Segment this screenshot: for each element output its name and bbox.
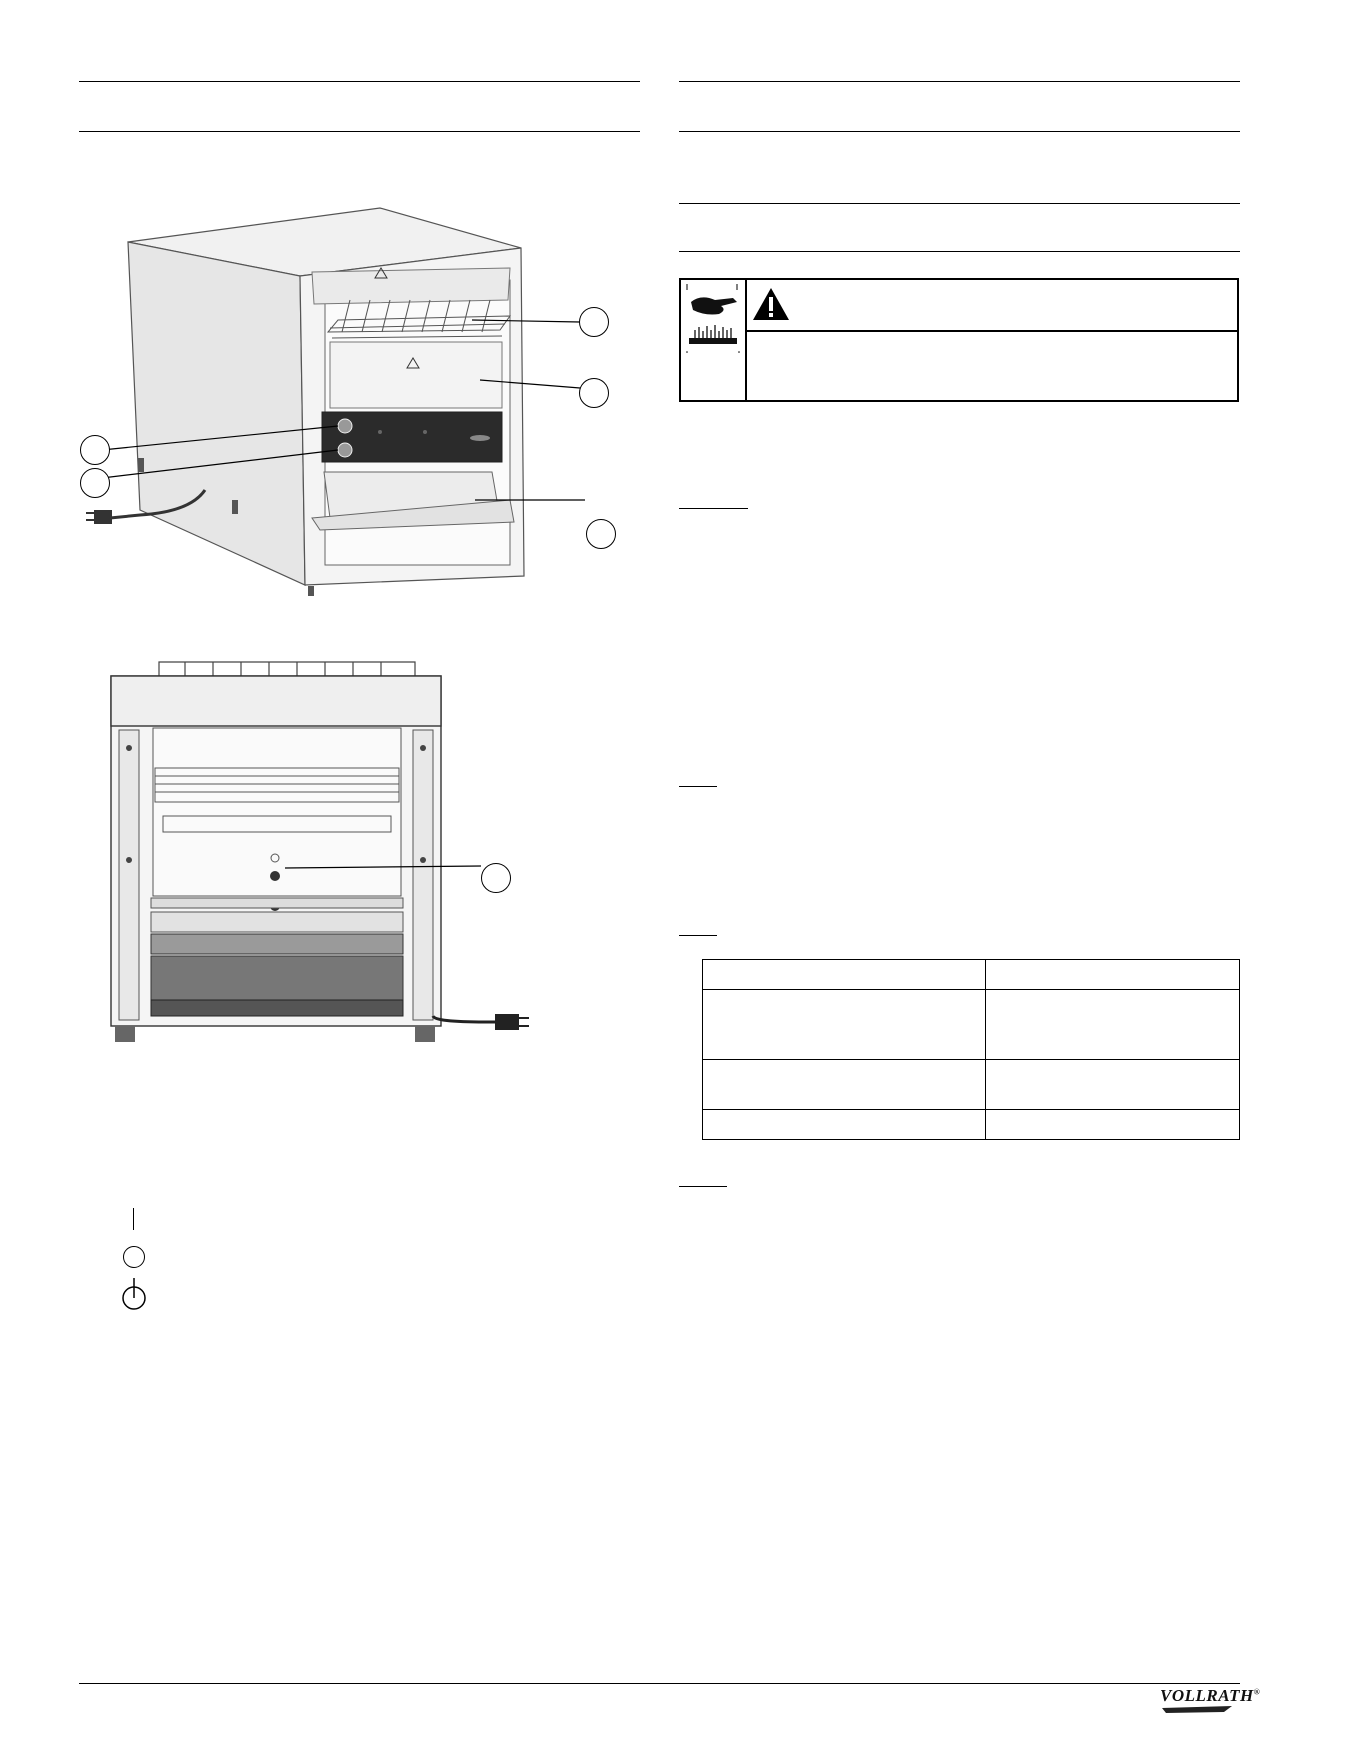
table-cell <box>703 1060 986 1110</box>
right-header-rule-2 <box>679 131 1240 132</box>
table-cell <box>703 990 986 1060</box>
left-header-rule-bottom <box>79 131 640 132</box>
table-cell <box>703 1110 986 1140</box>
warning-header <box>745 280 1237 332</box>
section-heading-underline <box>679 1186 727 1187</box>
table-cell <box>986 1110 1240 1140</box>
table-row <box>703 1060 1240 1110</box>
toaster-perspective-figure <box>80 200 640 600</box>
table-row <box>703 990 1240 1060</box>
left-header-rule-top <box>79 81 640 82</box>
brand-logo <box>1160 1686 1260 1706</box>
specification-table <box>702 959 1240 1140</box>
brand-name: VOLLRATH <box>1160 1686 1254 1705</box>
section-heading-underline <box>679 508 748 509</box>
brand-swoosh-icon <box>1162 1706 1236 1714</box>
right-header-rule-1 <box>679 81 1240 82</box>
warning-triangle-icon <box>751 286 791 322</box>
section-heading-underline <box>679 786 717 787</box>
table-row <box>703 1110 1240 1140</box>
callout-circle <box>80 435 110 465</box>
section-heading-underline <box>679 935 717 936</box>
callout-circle <box>586 519 616 549</box>
right-header-rule-3 <box>679 203 1240 204</box>
standby-symbol-icon <box>120 1276 148 1312</box>
table-cell <box>986 990 1240 1060</box>
toaster-front-figure <box>95 650 635 1050</box>
warning-icon-cell <box>681 280 747 400</box>
registered-mark: ® <box>1253 1687 1261 1697</box>
table-cell <box>703 960 986 990</box>
table-cell <box>986 1060 1240 1110</box>
table-cell <box>986 960 1240 990</box>
callout-circle <box>579 378 609 408</box>
callout-circle <box>579 307 609 337</box>
hot-surface-hand-icon <box>681 280 745 400</box>
power-on-symbol-icon <box>133 1208 134 1230</box>
callout-circle <box>80 468 110 498</box>
warning-box <box>679 278 1239 402</box>
table-row <box>703 960 1240 990</box>
power-off-symbol-icon <box>123 1246 145 1268</box>
callout-circle <box>481 863 511 893</box>
footer-rule <box>79 1683 1240 1684</box>
right-header-rule-4 <box>679 251 1240 252</box>
